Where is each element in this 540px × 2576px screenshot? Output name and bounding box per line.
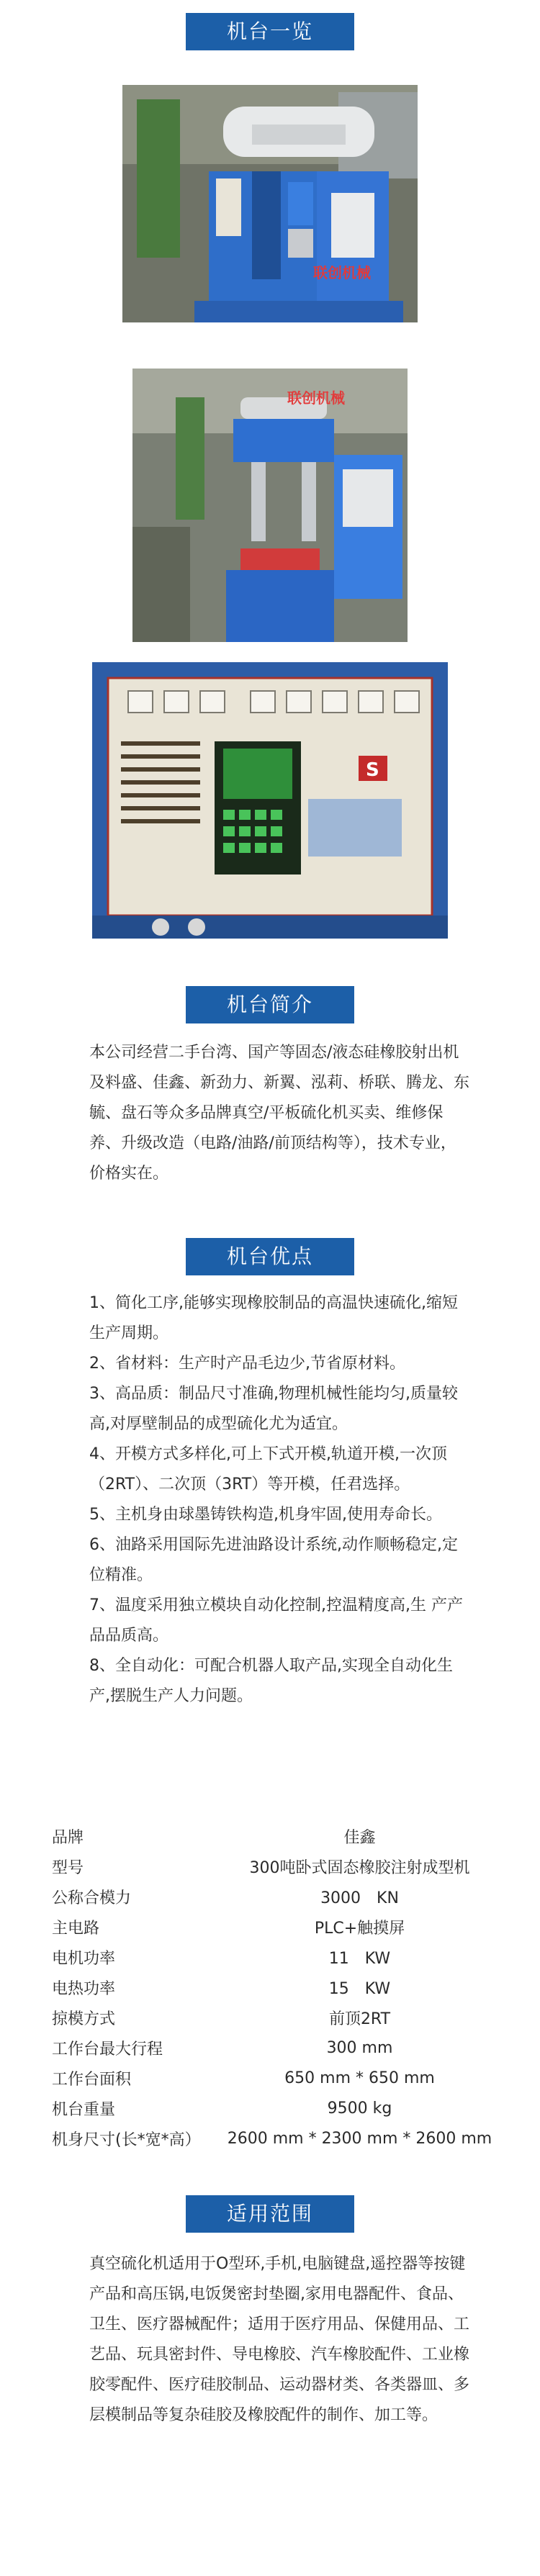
spec-key: 工作台最大行程 [52, 2040, 163, 2058]
spec-row-table-area [52, 2063, 520, 2093]
spec-key: 机身尺寸(长*宽*高） [52, 2130, 201, 2149]
section-title-overview: 机台一览 [186, 13, 354, 50]
advantages-list [89, 1288, 471, 1712]
spec-value: 前顶2RT [328, 2010, 391, 2028]
spec-row-main-circuit [52, 1912, 520, 1942]
machine-illustration-2 [132, 369, 408, 642]
spec-key: 电机功率 [52, 1949, 116, 1968]
spec-key: 公称合模力 [52, 1889, 132, 1907]
spec-key: 掠模方式 [52, 2010, 116, 2028]
watermark-text-2: 联创机械 [287, 389, 345, 407]
intro-text: 本公司经营二手台湾、国产等固态/液态硅橡胶射出机及料盛、佳鑫、新劲力、新翼、泓莉、桥联、腾龙、东毓、盘石等众多品牌真空/平板硫化机买卖、维修保养、升级改造（电路/油路/前顶结构等），技术专业，价格实在。 [89, 1044, 470, 1183]
spec-row-motor-power [52, 1942, 520, 1972]
advantage-item: 2、省材料：生产时产品毛边少,节省原材料。 [89, 1355, 405, 1373]
advantage-item: 3、高品质：制品尺寸准确,物理机械性能均匀,质量较高,对厚壁制品的成型硫化尤为适宜。 [89, 1385, 458, 1433]
spec-row-dimensions [52, 2123, 520, 2154]
spec-row-max-stroke [52, 2033, 520, 2063]
advantage-item: 6、油路采用国际先进油路设计系统,动作顺畅稳定,定位精准。 [89, 1536, 458, 1584]
spec-value: 3000 KN [320, 1889, 399, 1907]
spec-key: 工作台面积 [52, 2070, 132, 2089]
spec-row-heating-power [52, 1972, 520, 2002]
spec-key: 型号 [52, 1858, 84, 1877]
spec-row-mold-method [52, 2002, 520, 2033]
spec-key: 品牌 [52, 1828, 84, 1847]
advantage-item: 1、简化工序,能够实现橡胶制品的高温快速硫化,缩短生产周期。 [89, 1294, 458, 1342]
spec-value: 佳鑫 [343, 1828, 376, 1847]
spec-value: 15 KW [328, 1979, 391, 1998]
section-title-scope: 适用范围 [186, 2195, 354, 2233]
section-title-advantages: 机台优点 [186, 1238, 354, 1275]
machine-illustration-1 [122, 85, 418, 322]
spec-value: PLC+触摸屏 [314, 1919, 405, 1938]
panel-mark: S [366, 759, 379, 781]
scope-text: 真空硫化机适用于O型环,手机,电脑键盘,遥控器等按键产品和高压锅,电饭煲密封垫圈,家用电器配件、食品、卫生、医疗器械配件；适用于医疗用品、保健用品、工艺品、玩具密封件、导电橡胶、汽车橡胶配件、工业橡胶零配件、医疗硅胶制品、运动器材类、各类器皿、多层模制品等复杂硅胶及橡胶配件的制作、加工等。 [89, 2255, 470, 2424]
watermark-text-1: 联创机械 [313, 264, 371, 281]
spec-value: 2600 mm * 2300 mm * 2600 mm [227, 2129, 492, 2148]
spec-value: 11 KW [328, 1949, 391, 1968]
control-panel-illustration [92, 662, 448, 939]
advantage-item: 8、全自动化：可配合机器人取产品,实现全自动化生产,摆脱生产人力问题。 [89, 1657, 453, 1705]
spec-table [52, 1821, 520, 2154]
scope-paragraph [89, 2249, 471, 2431]
spec-value: 300吨卧式固态橡胶注射成型机 [249, 1858, 470, 1877]
machine-photo-1 [122, 85, 418, 322]
spec-value: 300 mm [326, 2038, 393, 2057]
advantage-item: 4、开模方式多样化,可上下式开模,轨道开模,一次顶（2RT）、二次顶（3RT）等开模，任君选择。 [89, 1445, 447, 1493]
spec-key: 电热功率 [52, 1979, 116, 1998]
intro-paragraph [89, 1038, 471, 1189]
control-panel-photo [92, 662, 448, 939]
spec-key: 机台重量 [52, 2100, 116, 2119]
advantage-item: 5、主机身由球墨铸铁构造,机身牢固,使用寿命长。 [89, 1506, 442, 1524]
advantage-item: 7、温度采用独立模块自动化控制,控温精度高,生 产产品品质高。 [89, 1596, 463, 1645]
spec-row-model [52, 1851, 520, 1881]
spec-row-brand [52, 1821, 520, 1851]
machine-photo-2 [132, 369, 408, 642]
spec-row-weight [52, 2093, 520, 2123]
spec-value: 650 mm * 650 mm [284, 2069, 435, 2087]
section-title-intro: 机台简介 [186, 986, 354, 1023]
spec-key: 主电路 [52, 1919, 100, 1938]
spec-row-clamp-force [52, 1881, 520, 1912]
spec-value: 9500 kg [327, 2099, 392, 2118]
